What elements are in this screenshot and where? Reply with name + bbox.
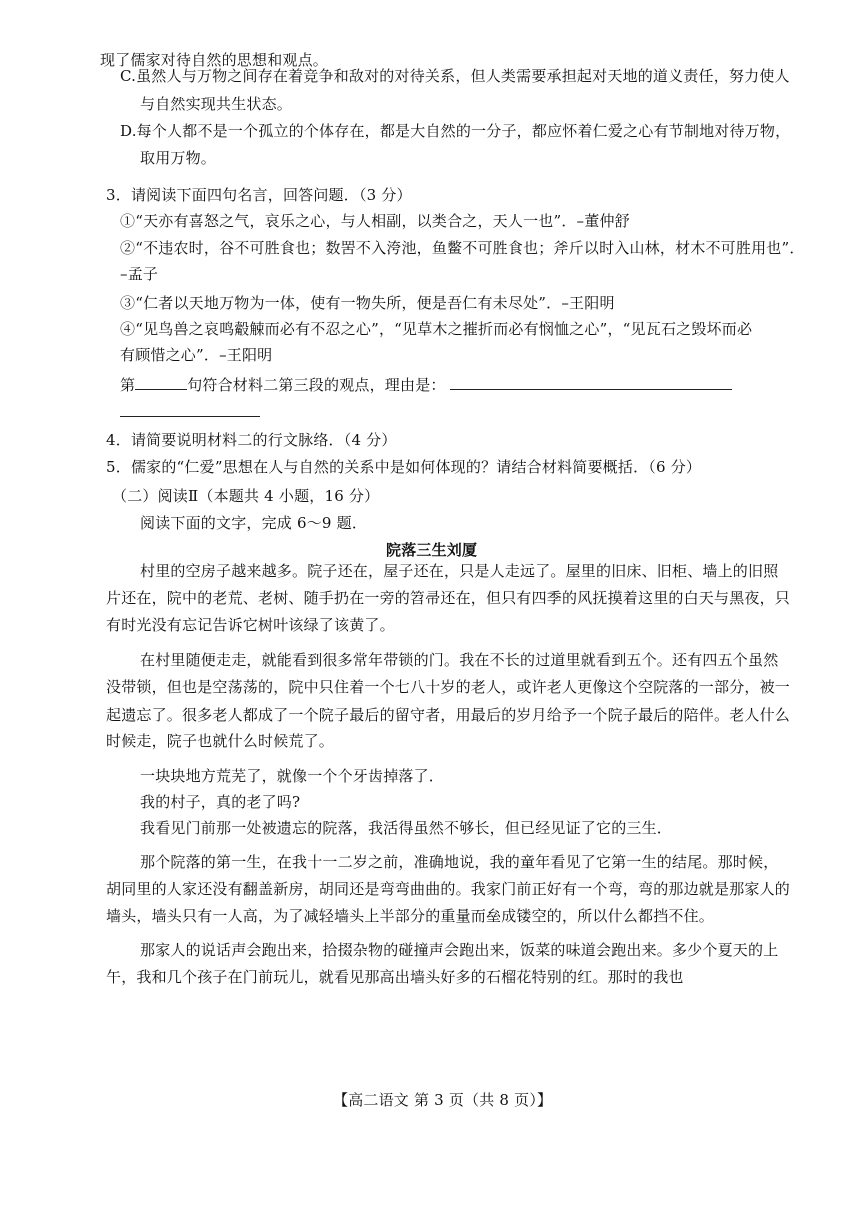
quote-3: ③“仁者以天地万物为一体，使有一物失所，便是吾仁有未尽处”．–王阳明 <box>120 294 615 312</box>
paragraph-line: 片还在，院中的老荒、老树、随手扔在一旁的笤帚还在，但只有四季的风抚摸着这里的白天与黑夜，只 <box>106 589 791 607</box>
option-d-line: 取用万物。 <box>140 149 217 167</box>
quote-2-author: –孟子 <box>120 265 159 283</box>
text-line: 现了儒家对待自然的思想和观点。 <box>100 51 329 69</box>
paragraph-line: 胡同里的人家还没有翻盖新房，胡同还是弯弯曲曲的。我家门前正好有一个弯，弯的那边就是那家人的 <box>106 880 791 898</box>
paragraph-line: 那个院落的第一生，在我十一二岁之前，准确地说，我的童年看见了它第一生的结尾。那时候， <box>140 853 779 871</box>
quote-1: ①“天亦有喜怒之气，哀乐之心，与人相副，以类合之，天人一也”．–董仲舒 <box>120 212 630 230</box>
instruction: 阅读下面的文字，完成 6～9 题． <box>140 514 368 532</box>
option-c-line: C.虽然人与万物之间存在着竞争和敌对的对待关系，但人类需要承担起对天地的道义责任，努力使人 <box>120 67 790 85</box>
answer-label: 句符合材料二第三段的观点，理由是： <box>187 376 446 394</box>
answer-line <box>120 375 732 395</box>
paragraph-line: 墙头，墙头只有一人高，为了减轻墙头上半部分的重量而垒成镂空的，所以什么都挡不住。 <box>106 907 715 925</box>
page-footer: 【高二语文 第 3 页（共 8 页）】 <box>333 1091 553 1109</box>
article-title: 院落三生刘厦 <box>386 541 478 559</box>
quote-2: ②“不违农时，谷不可胜食也；数罟不入洿池，鱼鳖不可胜食也；斧斤以时入山林，材木不可胜用也”． <box>120 239 805 257</box>
paragraph-line: 一块块地方荒芜了，就像一个个牙齿掉落了． <box>140 767 445 785</box>
paragraph-line: 我的村子，真的老了吗? <box>140 793 301 811</box>
paragraph-line: 我看见门前那一处被遗忘的院落，我活得虽然不够长，但已经见证了它的三生． <box>140 819 673 837</box>
paragraph-line: 起遗忘了。很多老人都成了一个院子最后的留守者，用最后的岁月给予一个院子最后的陪伴。老人什么 <box>106 706 791 724</box>
paragraph-line: 村里的空房子越来越多。院子还在，屋子还在，只是人走远了。屋里的旧床、旧柜、墙上的旧照 <box>140 562 779 580</box>
question-5: 5．儒家的“仁爱”思想在人与自然的关系中是如何体现的？请结合材料简要概括．（6 分） <box>106 458 702 476</box>
answer-blank-reason[interactable] <box>450 375 732 390</box>
answer-blank-continued[interactable] <box>120 402 260 417</box>
question-4: 4．请简要说明材料二的行文脉络．（4 分） <box>106 431 397 449</box>
paragraph-line: 在村里随便走走，就能看到很多常年带锁的门。我在不长的过道里就看到五个。还有四五个虽然 <box>140 651 779 669</box>
answer-blank-number[interactable] <box>135 375 187 390</box>
quote-4-author: 有顾惜之心”．–王阳明 <box>120 346 273 364</box>
answer-prefix: 第 <box>120 376 136 394</box>
question-3: 3．请阅读下面四句名言，回答问题．（3 分） <box>106 186 412 204</box>
section-heading: （二）阅读Ⅱ（本题共 4 小题，16 分） <box>112 487 380 505</box>
option-c-line: 与自然实现共生状态。 <box>140 95 293 113</box>
paragraph-line: 没带锁，但也是空荡荡的，院中只住着一个七八十岁的老人，或许老人更像这个空院落的一部分，被一 <box>106 678 791 696</box>
paragraph-line: 午，我和几个孩子在门前玩儿，就看见那高出墙头好多的石榴花特别的红。那时的我也 <box>106 968 684 986</box>
paragraph-line: 时候走，院子也就什么时候荒了。 <box>106 732 335 750</box>
option-d-line: D.每个人都不是一个孤立的个体存在，都是大自然的一分子，都应怀着仁爱之心有节制地对待万物， <box>120 122 791 140</box>
paragraph-line: 那家人的说话声会跑出来，拾掇杂物的碰撞声会跑出来，饭菜的味道会跑出来。多少个夏天的上 <box>140 941 779 959</box>
quote-4: ④“见鸟兽之哀鸣觳觫而必有不忍之心”，“见草木之摧折而必有悯恤之心”，“见瓦石之毁坏而必 <box>120 320 753 338</box>
paragraph-line: 有时光没有忘记告诉它树叶该绿了该黄了。 <box>106 616 395 634</box>
